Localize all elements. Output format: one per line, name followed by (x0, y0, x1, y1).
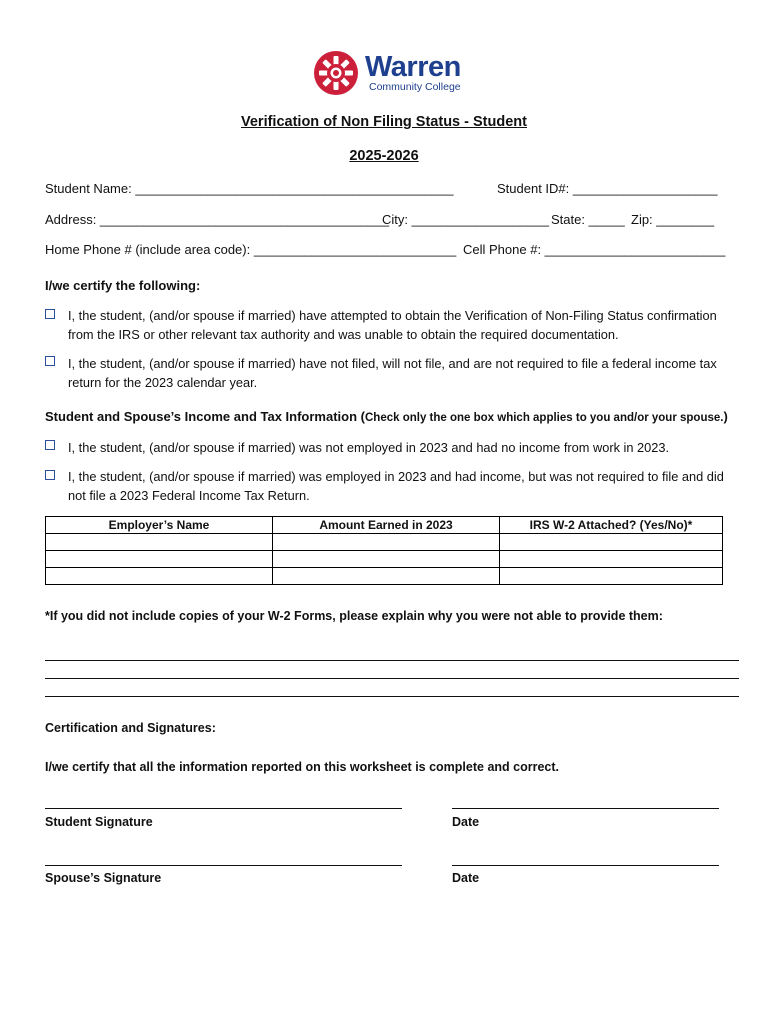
employer-name-cell[interactable] (46, 568, 273, 585)
spouse-date-label: Date (452, 871, 480, 885)
employer-name-cell[interactable] (46, 534, 273, 551)
award-year: 2025-2026 (349, 148, 419, 164)
certify-item-2-line2: return for the 2023 calendar year. (68, 375, 258, 390)
employer-table (45, 516, 723, 585)
income-checkbox-2[interactable] (45, 470, 55, 480)
certification-heading: Certification and Signatures: (45, 721, 216, 735)
certify-item-1 (68, 306, 728, 344)
amount-earned-header: Amount Earned in 2023 (273, 517, 500, 534)
income-item-1 (68, 438, 728, 457)
income-item-2 (68, 467, 728, 505)
income-heading (45, 409, 728, 426)
income-checkbox-1[interactable] (45, 440, 55, 450)
table-row (46, 551, 723, 568)
table-header-row (46, 517, 723, 534)
certify-item-1-line2: from the IRS or other relevant tax authority and was unable to obtain the required documentation. (68, 327, 619, 342)
amount-earned-cell[interactable] (273, 534, 500, 551)
certify-checkbox-1[interactable] (45, 309, 55, 319)
certify-heading: I/we certify the following: (45, 278, 201, 293)
student-name-field[interactable]: Student Name: ____________________________________________ (45, 181, 454, 196)
zip-field[interactable]: Zip: ________ (631, 212, 715, 227)
income-heading-text: Student and Spouse’s Income and Tax Information ( (45, 409, 365, 424)
state-field[interactable]: State: _____ (551, 212, 625, 227)
explanation-line-2[interactable] (45, 678, 739, 679)
spouse-date-line[interactable] (452, 865, 719, 866)
certify-item-1-line1: I, the student, (and/or spouse if married) have attempted to obtain the Verification of Non-Filing Status confirmation (68, 308, 717, 323)
w2-note: *If you did not include copies of your W-2 Forms, please explain why you were not able to provide them: (45, 609, 663, 623)
w2-attached-cell[interactable] (500, 551, 723, 568)
cell-phone-field[interactable]: Cell Phone #: _________________________ (463, 242, 726, 257)
income-item-2-line2: not file a 2023 Federal Income Tax Return. (68, 488, 310, 503)
student-signature-line[interactable] (45, 808, 402, 809)
income-item-2-line1: I, the student, (and/or spouse if married) was employed in 2023 and had income, but was not required to file and did (68, 469, 724, 484)
student-id-field[interactable]: Student ID#: ____________________ (497, 181, 718, 196)
certify-checkbox-2[interactable] (45, 356, 55, 366)
table-row (46, 568, 723, 585)
w2-attached-cell[interactable] (500, 568, 723, 585)
employer-name-cell[interactable] (46, 551, 273, 568)
logo-wordmark: Warren (365, 51, 461, 83)
w2-attached-header: IRS W-2 Attached? (Yes/No)* (500, 517, 723, 534)
employer-name-header: Employer’s Name (46, 517, 273, 534)
student-signature-label: Student Signature (45, 815, 153, 829)
spouse-signature-line[interactable] (45, 865, 402, 866)
explanation-line-3[interactable] (45, 696, 739, 697)
student-date-line[interactable] (452, 808, 719, 809)
w2-attached-cell[interactable] (500, 534, 723, 551)
amount-earned-cell[interactable] (273, 551, 500, 568)
document-title: Verification of Non Filing Status - Student (241, 114, 527, 130)
home-phone-field[interactable]: Home Phone # (include area code): ____________________________ (45, 242, 457, 257)
certify-item-2 (68, 354, 728, 392)
table-row (46, 534, 723, 551)
spouse-signature-label: Spouse’s Signature (45, 871, 162, 885)
student-date-label: Date (452, 815, 480, 829)
address-field[interactable]: Address: ________________________________________ (45, 212, 390, 227)
college-logo (313, 50, 473, 98)
logo-subtitle: Community College (369, 81, 461, 93)
certify-item-2-line1: I, the student, (and/or spouse if married) have not filed, will not file, and are not required to file a federal income tax (68, 356, 717, 371)
income-item-1-line1: I, the student, (and/or spouse if married) was not employed in 2023 and had no income from work in 2023. (68, 440, 670, 455)
income-heading-note: Check only the one box which applies to you and/or your spouse. (364, 412, 724, 424)
amount-earned-cell[interactable] (273, 568, 500, 585)
city-field[interactable]: City: ___________________ (382, 212, 549, 227)
explanation-line-1[interactable] (45, 660, 739, 661)
certification-statement: I/we certify that all the information reported on this worksheet is complete and correct. (45, 760, 559, 774)
income-heading-close: ) (723, 409, 728, 424)
college-seal-icon (313, 50, 359, 96)
